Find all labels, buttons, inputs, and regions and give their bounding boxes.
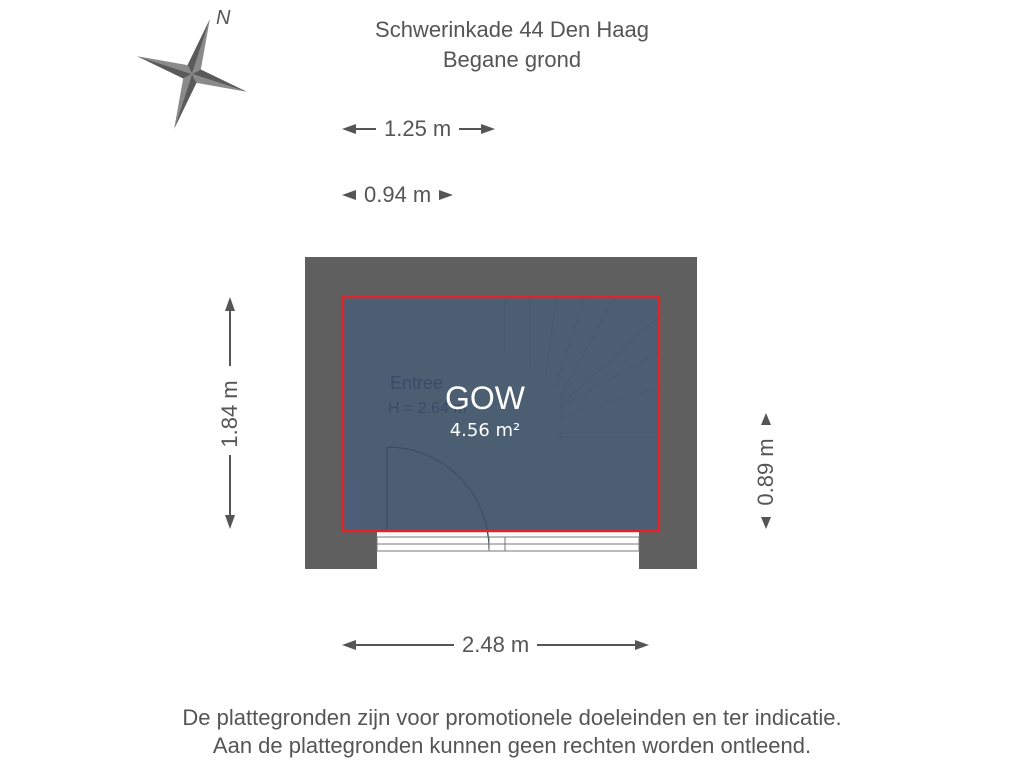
plan-title: Schwerinkade 44 Den Haag <box>375 17 649 42</box>
arrow-down-icon <box>225 515 235 529</box>
bottom-dimension <box>342 632 649 658</box>
disclaimer-line-2: Aan de plattegronden kunnen geen rechten worden ontleend. <box>212 733 812 758</box>
top-inner-dimension <box>342 182 453 208</box>
bottom-dimension-label: 2.48 m <box>462 632 530 657</box>
arrow-down-icon <box>761 517 771 529</box>
arrow-left-icon <box>342 124 356 134</box>
left-dimension-label: 1.84 m <box>217 380 242 448</box>
arrow-up-icon <box>225 297 235 311</box>
left-dimension <box>217 297 242 529</box>
room-name: Entree <box>390 373 444 393</box>
room-area: 4.56 m² <box>449 420 521 441</box>
room-category: GOW <box>445 380 525 416</box>
disclaimer-line-1: De plattegronden zijn voor promotionele doeleinden en ter indicatie. <box>182 705 842 730</box>
right-dimension-label: 0.89 m <box>753 438 778 506</box>
arrow-left-icon <box>342 190 356 200</box>
top-outer-dimension-label: 1.25 m <box>384 116 452 141</box>
room-height: H = 2.64 m <box>388 400 467 417</box>
arrow-right-icon <box>635 640 649 650</box>
north-label: N <box>216 7 231 29</box>
right-dimension <box>753 413 778 529</box>
arrow-left-icon <box>342 640 356 650</box>
arrow-right-icon <box>439 190 453 200</box>
arrow-right-icon <box>481 124 495 134</box>
radiator <box>345 482 359 526</box>
top-inner-dimension-label: 0.94 m <box>364 182 432 207</box>
compass-rose-icon <box>128 2 256 142</box>
top-outer-dimension <box>342 116 495 142</box>
floor-subtitle: Begane grond <box>442 47 582 72</box>
